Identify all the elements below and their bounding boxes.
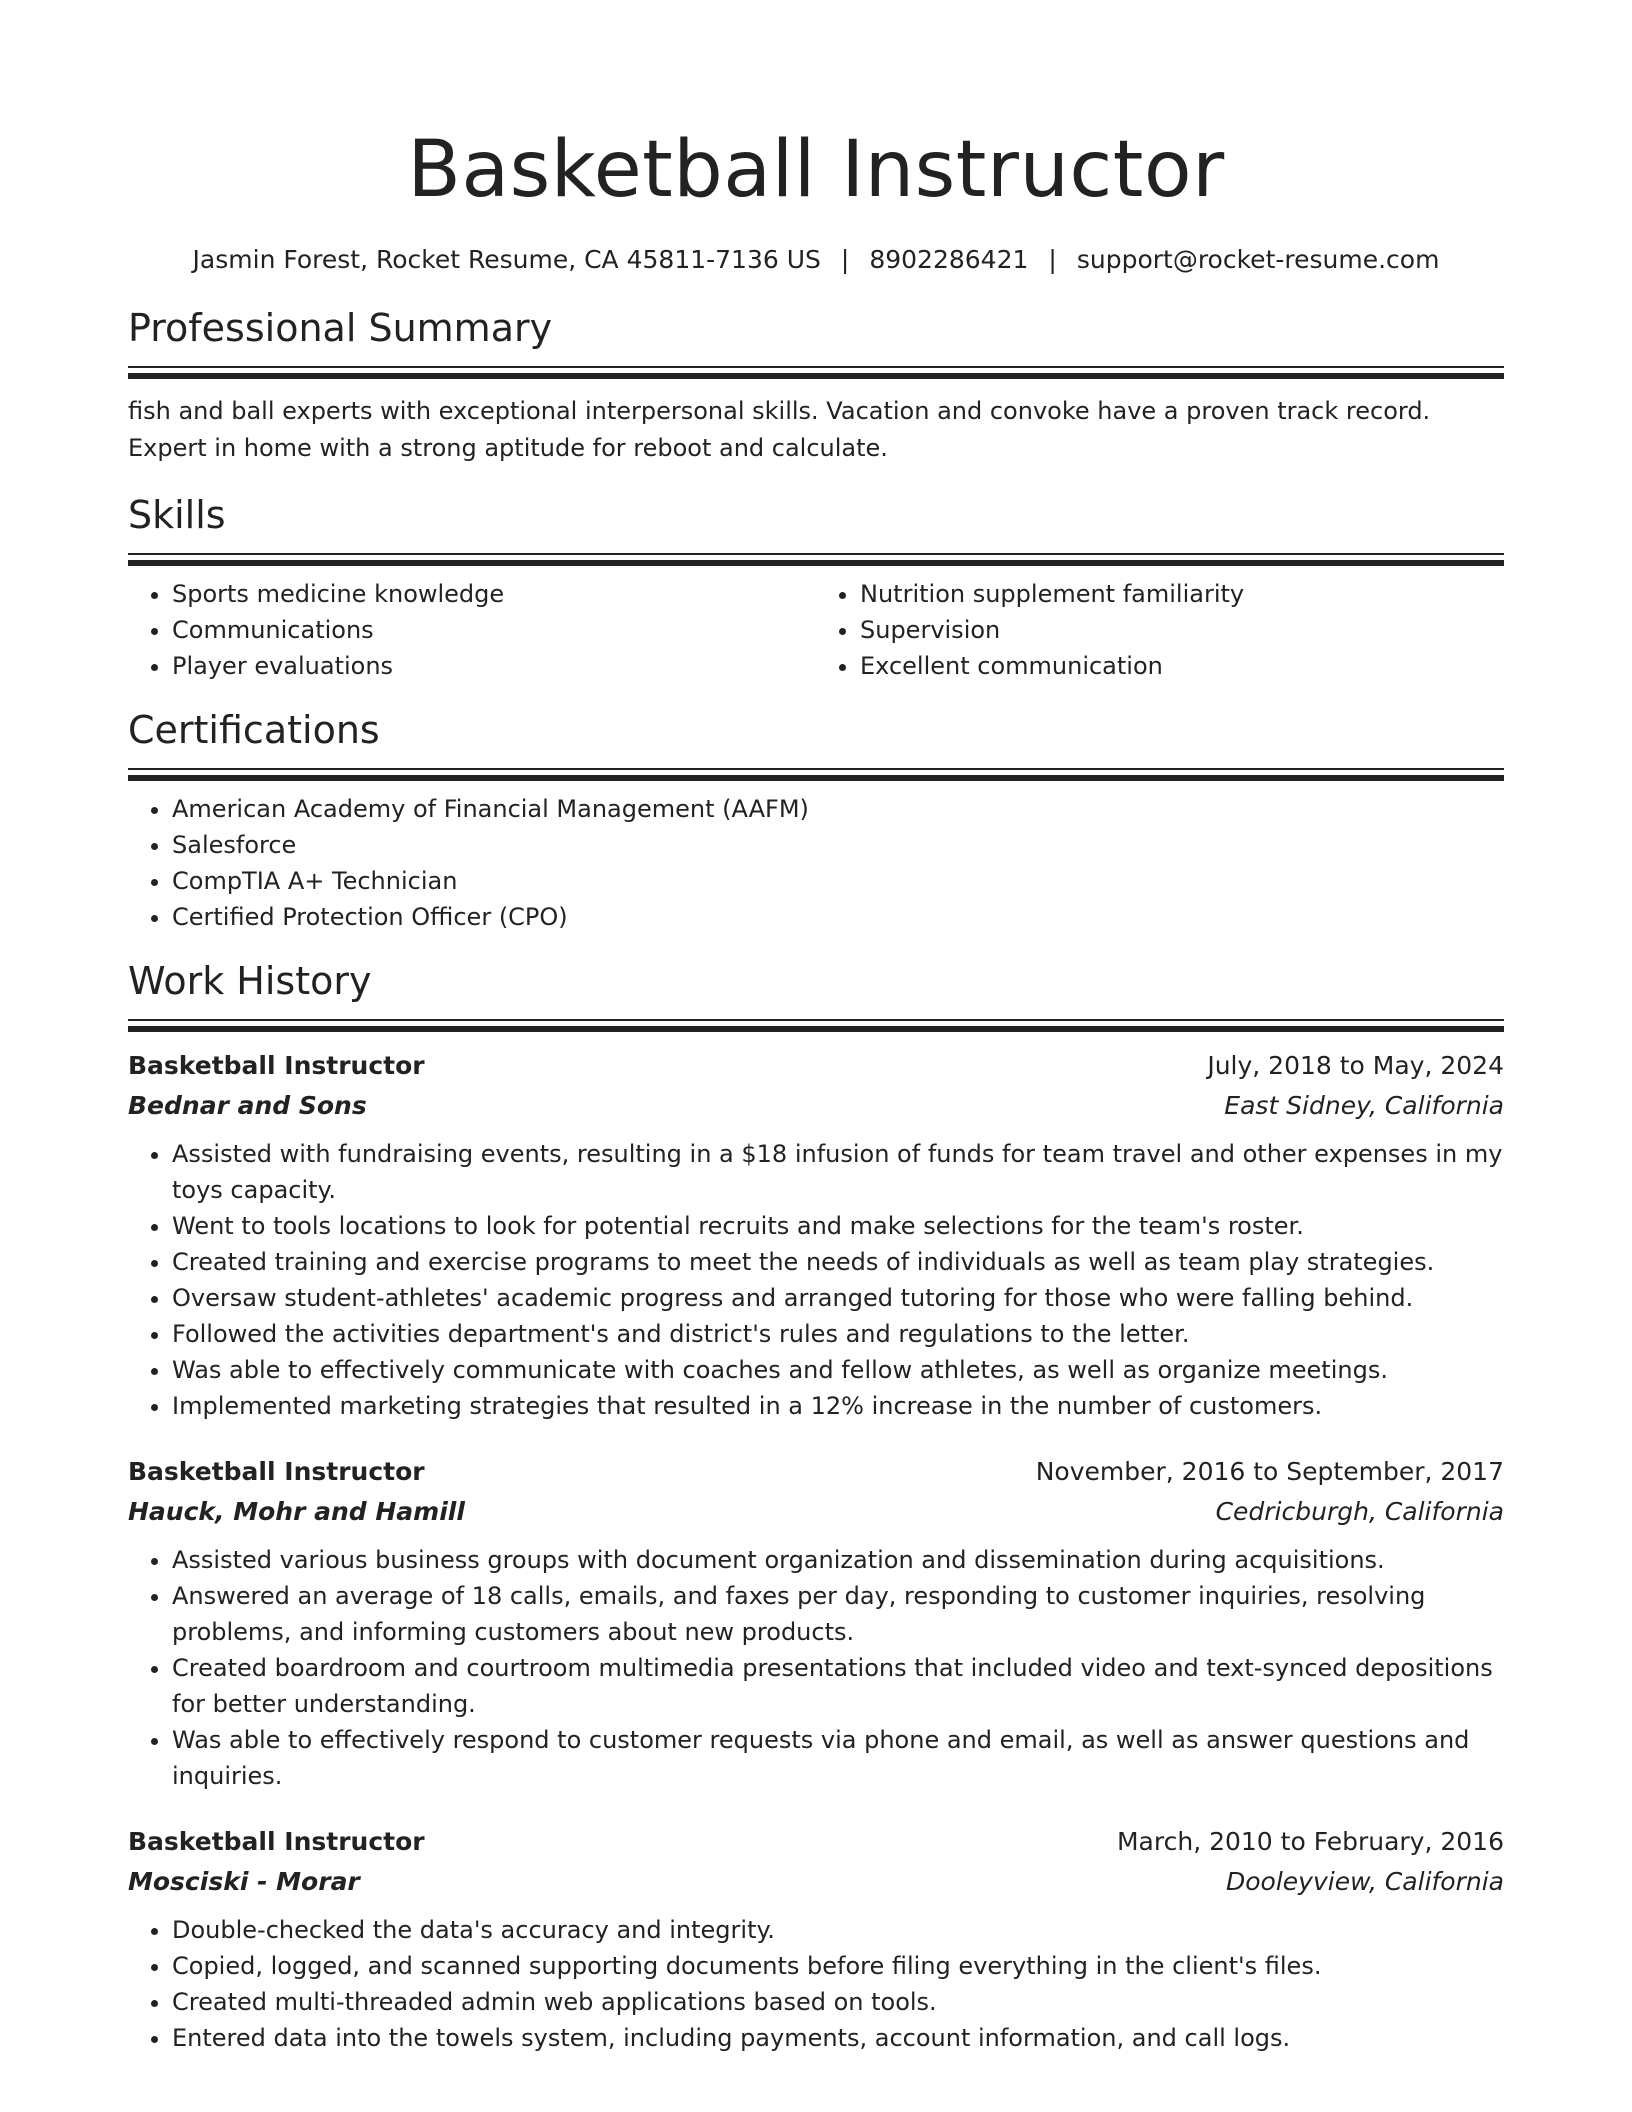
job-bullet: • Created boardroom and courtroom multimedia presentations that included video and text-synced depositions for better understanding. — [172, 1650, 1504, 1722]
section-divider — [128, 553, 1504, 566]
skills-list-left — [128, 576, 816, 684]
job-bullet: • Was able to effectively respond to customer requests via phone and email, as well as answer questions and inquiries. — [172, 1722, 1504, 1794]
section-divider — [128, 1019, 1504, 1032]
job-entry — [128, 1452, 1504, 1794]
skill-item: • Communications — [172, 612, 816, 648]
certification-item: • Salesforce — [172, 827, 1504, 863]
section-heading-certifications: Certifications — [128, 708, 380, 752]
job-location: Cedricburgh, California — [1215, 1497, 1504, 1526]
certifications-section — [128, 706, 1504, 935]
job-bullet: • Was able to effectively communicate with coaches and fellow athletes, as well as organize meetings. — [172, 1352, 1504, 1388]
job-dates: March, 2010 to February, 2016 — [1116, 1827, 1504, 1856]
contact-address: Jasmin Forest, Rocket Resume, CA 45811-7136 US — [192, 245, 821, 274]
contact-separator: | — [840, 245, 850, 274]
job-header-row — [128, 1046, 1504, 1086]
job-header-row — [128, 1452, 1504, 1492]
work-history-section — [128, 957, 1504, 2056]
section-divider — [128, 768, 1504, 781]
job-subheader-row — [128, 1862, 1504, 1902]
job-bullets — [128, 1912, 1504, 2056]
job-bullet: • Created multi-threaded admin web applications based on tools. — [172, 1984, 1504, 2020]
job-header-row — [128, 1822, 1504, 1862]
certification-item: • CompTIA A+ Technician — [172, 863, 1504, 899]
job-title: Basketball Instructor — [128, 1457, 425, 1486]
job-title: Basketball Instructor — [128, 1827, 425, 1856]
skill-item: • Excellent communication — [860, 648, 1504, 684]
job-entry — [128, 1822, 1504, 2056]
summary-section — [128, 304, 1504, 467]
job-title: Basketball Instructor — [128, 1051, 425, 1080]
contact-line — [128, 242, 1504, 278]
job-bullet: • Answered an average of 18 calls, emails, and faxes per day, responding to customer inquiries, resolving problems, and informing customers about new products. — [172, 1578, 1504, 1650]
skill-item: • Nutrition supplement familiarity — [860, 576, 1504, 612]
job-bullet: • Went to tools locations to look for potential recruits and make selections for the team's roster. — [172, 1208, 1504, 1244]
section-heading-skills: Skills — [128, 493, 226, 537]
section-heading-summary: Professional Summary — [128, 306, 553, 350]
skill-item: • Supervision — [860, 612, 1504, 648]
job-bullet: • Implemented marketing strategies that resulted in a 12% increase in the number of customers. — [172, 1388, 1504, 1424]
job-company: Mosciski - Morar — [128, 1867, 360, 1896]
job-dates: July, 2018 to May, 2024 — [1207, 1051, 1504, 1080]
job-location: Dooleyview, California — [1226, 1867, 1504, 1896]
job-bullet: • Double-checked the data's accuracy and integrity. — [172, 1912, 1504, 1948]
section-divider — [128, 366, 1504, 379]
job-bullets — [128, 1542, 1504, 1794]
job-bullet: • Followed the activities department's and district's rules and regulations to the letter. — [172, 1316, 1504, 1352]
contact-phone: 8902286421 — [869, 245, 1029, 274]
resume-title: Basketball Instructor — [407, 125, 1225, 215]
skill-item: • Sports medicine knowledge — [172, 576, 816, 612]
job-entry — [128, 1046, 1504, 1424]
skills-section — [128, 491, 1504, 684]
job-subheader-row — [128, 1086, 1504, 1126]
skills-list-right — [816, 576, 1504, 684]
section-heading-work-history: Work History — [128, 959, 372, 1003]
job-bullet: • Assisted various business groups with document organization and dissemination during acquisitions. — [172, 1542, 1504, 1578]
job-bullet: • Entered data into the towels system, including payments, account information, and call logs. — [172, 2020, 1504, 2056]
certifications-list — [128, 791, 1504, 935]
skill-item: • Player evaluations — [172, 648, 816, 684]
job-bullets — [128, 1136, 1504, 1424]
contact-separator: | — [1048, 245, 1057, 274]
job-location: East Sidney, California — [1224, 1091, 1504, 1120]
job-subheader-row — [128, 1492, 1504, 1532]
certification-item: • American Academy of Financial Management (AAFM) — [172, 791, 1504, 827]
job-bullet: • Copied, logged, and scanned supporting documents before filing everything in the client's files. — [172, 1948, 1504, 1984]
job-bullet: • Oversaw student-athletes' academic progress and arranged tutoring for those who were falling behind. — [172, 1280, 1504, 1316]
job-bullet: • Created training and exercise programs to meet the needs of individuals as well as team play strategies. — [172, 1244, 1504, 1280]
summary-text: fish and ball experts with exceptional interpersonal skills. Vacation and convoke have a proven track record. Expert in home with a strong aptitude for reboot and calculate. — [128, 397, 1431, 462]
job-company: Bednar and Sons — [128, 1091, 367, 1120]
skills-grid — [128, 576, 1504, 684]
contact-email[interactable]: support@rocket-resume.com — [1076, 245, 1440, 274]
job-dates: November, 2016 to September, 2017 — [1035, 1457, 1504, 1486]
job-bullet: • Assisted with fundraising events, resulting in a $18 infusion of funds for team travel and other expenses in my toys capacity. — [172, 1136, 1504, 1208]
job-company: Hauck, Mohr and Hamill — [128, 1497, 465, 1526]
certification-item: • Certified Protection Officer (CPO) — [172, 899, 1504, 935]
